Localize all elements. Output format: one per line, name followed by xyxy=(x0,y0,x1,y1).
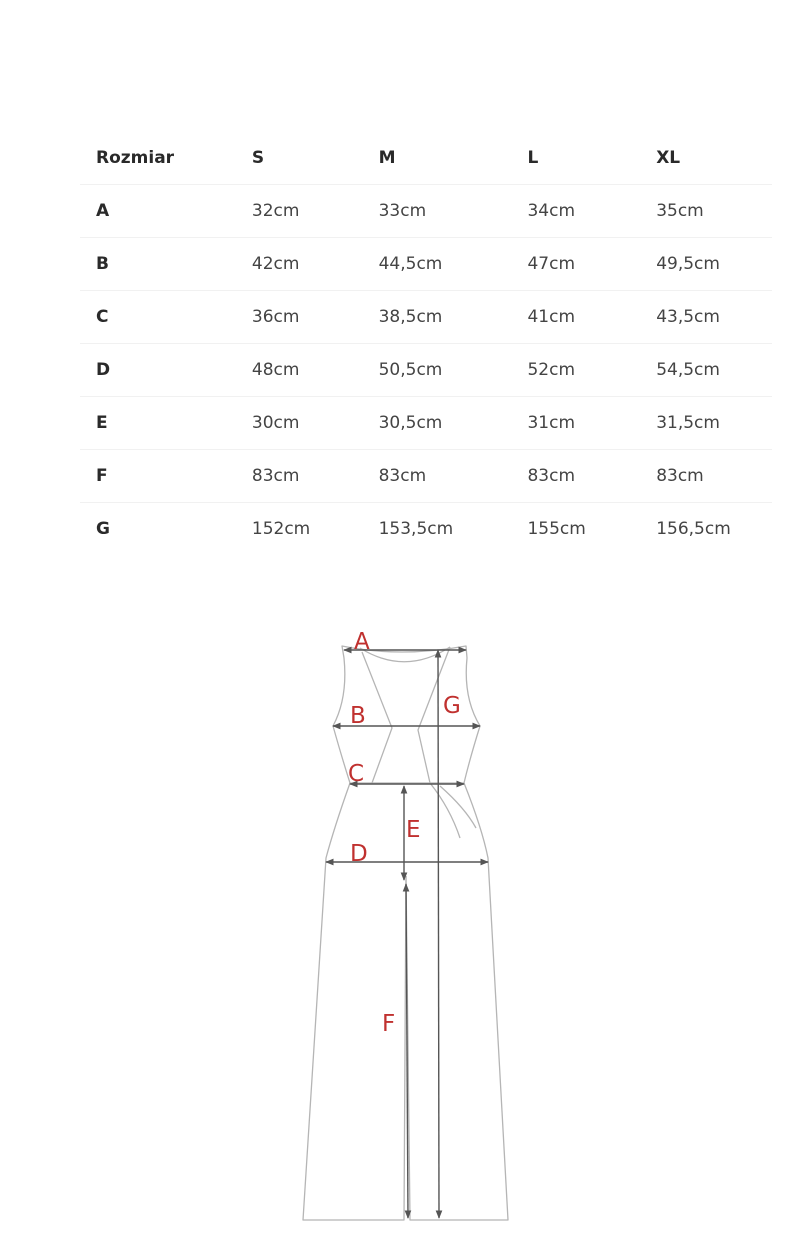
label-f: F xyxy=(382,1011,396,1037)
label-b: B xyxy=(350,703,366,729)
table-cell: 44,5cm xyxy=(363,238,512,291)
table-cell: 50,5cm xyxy=(363,344,512,397)
right-leg-outline xyxy=(406,783,508,1220)
wrap-back-line xyxy=(362,652,392,783)
label-a: A xyxy=(354,629,370,655)
label-e: E xyxy=(406,817,421,843)
neckline xyxy=(360,647,450,662)
table-cell: 48cm xyxy=(236,344,363,397)
table-cell: 156,5cm xyxy=(656,519,731,539)
table-cell: 43,5cm xyxy=(640,291,772,344)
jumpsuit-outline xyxy=(303,646,508,1220)
table-cell: 52cm xyxy=(511,344,640,397)
table-cell: 152cm xyxy=(251,519,311,539)
row-label: F xyxy=(80,450,236,503)
label-d: D xyxy=(350,841,368,867)
table-row xyxy=(80,238,772,291)
row-label: G xyxy=(96,519,110,539)
label-g: G xyxy=(443,693,461,719)
size-chart-table xyxy=(80,132,772,555)
header-size: Rozmiar xyxy=(80,132,236,185)
table-cell: 33cm xyxy=(363,185,512,238)
row-label: B xyxy=(80,238,236,291)
table-cell: 31,5cm xyxy=(640,397,772,450)
label-c: C xyxy=(348,761,365,787)
table-cell: 42cm xyxy=(236,238,363,291)
waist-tie xyxy=(430,783,476,838)
jumpsuit-measurement-diagram xyxy=(290,618,530,1230)
table-row xyxy=(80,291,772,344)
table-row xyxy=(80,450,772,503)
table-cell: 153,5cm xyxy=(378,519,454,539)
table-row xyxy=(80,397,772,450)
table-cell: 35cm xyxy=(640,185,772,238)
table-row xyxy=(80,503,772,556)
table-cell: 49,5cm xyxy=(640,238,772,291)
table-cell: 30cm xyxy=(236,397,363,450)
row-label: C xyxy=(80,291,236,344)
header-l: L xyxy=(511,132,640,185)
table-cell: 31cm xyxy=(511,397,640,450)
header-s: S xyxy=(236,132,363,185)
table-cell: 30,5cm xyxy=(363,397,512,450)
table-cell: 155cm xyxy=(527,519,586,539)
table-cell: 54,5cm xyxy=(640,344,772,397)
table-cell: 83cm xyxy=(511,450,640,503)
table-row xyxy=(80,185,772,238)
header-m: M xyxy=(363,132,512,185)
table-cell: 47cm xyxy=(511,238,640,291)
header-xl: XL xyxy=(640,132,772,185)
table-cell: 83cm xyxy=(640,450,772,503)
measure-line-f xyxy=(406,884,408,1218)
table-row xyxy=(80,344,772,397)
row-label: E xyxy=(80,397,236,450)
table-cell: 36cm xyxy=(236,291,363,344)
row-label: D xyxy=(80,344,236,397)
table-header-row xyxy=(80,132,772,185)
table-cell: 32cm xyxy=(236,185,363,238)
table-cell: 41cm xyxy=(511,291,640,344)
measure-line-g xyxy=(438,650,439,1218)
table-cell: 83cm xyxy=(363,450,512,503)
table-cell: 38,5cm xyxy=(363,291,512,344)
row-label: A xyxy=(80,185,236,238)
table-cell: 34cm xyxy=(511,185,640,238)
table-cell: 83cm xyxy=(236,450,363,503)
